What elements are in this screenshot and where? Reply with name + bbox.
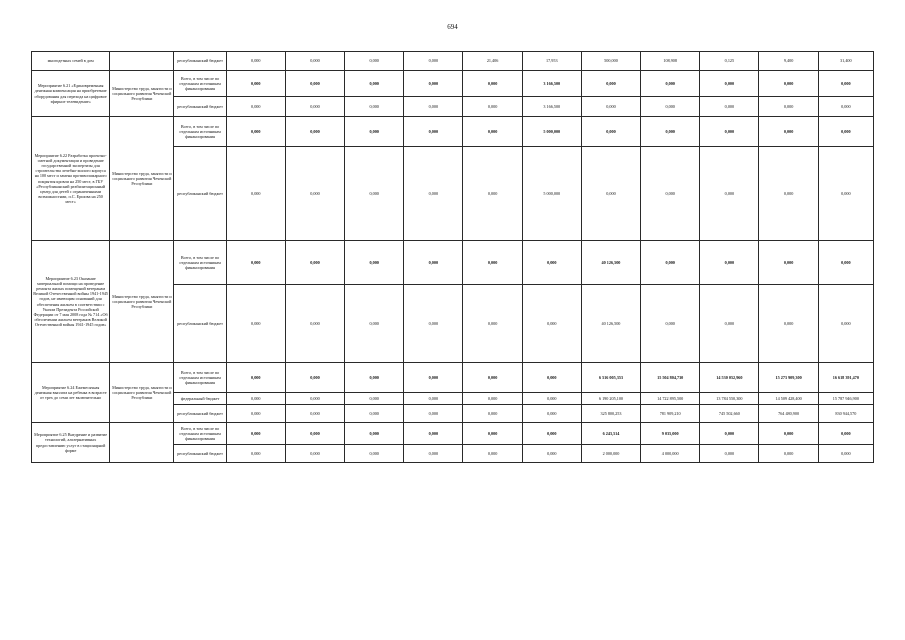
value-cell: 0,000 — [404, 52, 463, 71]
value-cell: 6 243,514 — [581, 423, 640, 445]
value-cell: 0,000 — [759, 147, 818, 241]
value-cell: 0,000 — [404, 445, 463, 463]
value-cell: 0,000 — [285, 285, 344, 363]
value-cell: 0,000 — [581, 71, 640, 97]
value-cell: 0,000 — [285, 71, 344, 97]
measure-name: Мероприятие 6.22 Разработка проектно-сметной документации и проведение государственной экспертизы для строительства лечебно-жилого корпуса на 100 мест и замена противопожарного покрытия кровли на 250 мест, в ГБУ «Республиканский реабилитационный центр для детей с ограниченными возможностями, п.С. Ершова на 250 мест» — [32, 117, 110, 241]
funding-source: республиканский бюджет — [174, 52, 226, 71]
value-cell: 16 618 391,470 — [818, 363, 873, 393]
value-cell: 0,000 — [285, 52, 344, 71]
value-cell: 0,000 — [641, 147, 700, 241]
value-cell: 9 035,000 — [641, 423, 700, 445]
measure-name: многодетных семей в дом — [32, 52, 110, 71]
value-cell: 0,000 — [581, 147, 640, 241]
value-cell: 17,953 — [522, 52, 581, 71]
value-cell: 9,400 — [759, 52, 818, 71]
value-cell: 0,000 — [226, 147, 285, 241]
value-cell: 0,000 — [345, 147, 404, 241]
value-cell: 0,000 — [463, 241, 522, 285]
value-cell: 0,000 — [226, 117, 285, 147]
value-cell: 0,000 — [285, 147, 344, 241]
value-cell: 40 126,500 — [581, 241, 640, 285]
value-cell: 0,000 — [463, 445, 522, 463]
value-cell: 0,000 — [700, 423, 759, 445]
value-cell: 0,000 — [463, 147, 522, 241]
page-cutoff — [31, 492, 874, 502]
value-cell: 0,000 — [226, 97, 285, 117]
value-cell: 0,000 — [581, 97, 640, 117]
value-cell: 6 516 005,353 — [581, 363, 640, 393]
budget-table — [31, 51, 874, 463]
value-cell: 830 944,570 — [818, 405, 873, 423]
value-cell: 0,000 — [641, 97, 700, 117]
value-cell: 0,000 — [226, 285, 285, 363]
value-cell: 6 190 205,100 — [581, 393, 640, 405]
value-cell: 21,406 — [463, 52, 522, 71]
value-cell: 0,000 — [404, 285, 463, 363]
value-cell: 14 509 428,400 — [759, 393, 818, 405]
value-cell: 0,000 — [581, 117, 640, 147]
value-cell: 745 502,660 — [700, 405, 759, 423]
value-cell: 0,000 — [404, 405, 463, 423]
value-cell: 0,000 — [285, 405, 344, 423]
page-number: 694 — [447, 23, 458, 31]
value-cell: 40 126,500 — [581, 285, 640, 363]
measure-name: Мероприятие 6.23 Оказание материальной помощи на проведение ремонта жилых помещений ветеранам Великой Отечественной войны 1941-1945 годов, не имеющим оснований для обеспечения жильем в соответствии с Указом Президента Российской Федерации от 7 мая 2008 года № 714 «Об обеспечении жильем ветеранов Великой Отечественной войны 1941-1945 годов» — [32, 241, 110, 363]
value-cell: 0,000 — [345, 71, 404, 97]
funding-source: республиканский бюджет — [174, 445, 226, 463]
funding-source: республиканский бюджет — [174, 285, 226, 363]
table-row — [32, 71, 874, 97]
value-cell: 0,000 — [226, 71, 285, 97]
value-cell: 0,000 — [759, 423, 818, 445]
funding-source: Всего, в том числе по отдельным источникам финансирования — [174, 241, 226, 285]
value-cell: 0,000 — [759, 97, 818, 117]
value-cell: 0,000 — [700, 97, 759, 117]
value-cell: 325 800,253 — [581, 405, 640, 423]
value-cell: 0,000 — [463, 285, 522, 363]
value-cell: 0,000 — [345, 423, 404, 445]
value-cell: 0,000 — [404, 241, 463, 285]
value-cell: 0,000 — [285, 423, 344, 445]
funding-source: республиканский бюджет — [174, 147, 226, 241]
value-cell: 0,000 — [345, 363, 404, 393]
value-cell: 0,000 — [759, 445, 818, 463]
value-cell: 0,000 — [404, 97, 463, 117]
value-cell: 0,000 — [463, 71, 522, 97]
value-cell: 14 530 052,960 — [700, 363, 759, 393]
funding-source: Всего, в том числе по отдельным источникам финансирования — [174, 71, 226, 97]
value-cell: 0,000 — [818, 117, 873, 147]
funding-source: республиканский бюджет — [174, 97, 226, 117]
value-cell: 0,000 — [522, 241, 581, 285]
value-cell: 0,000 — [226, 423, 285, 445]
value-cell: 15 787 946,900 — [818, 393, 873, 405]
value-cell: 108,908 — [641, 52, 700, 71]
value-cell: 0,000 — [345, 117, 404, 147]
funding-source: федеральный бюджет — [174, 393, 226, 405]
value-cell: 0,000 — [345, 405, 404, 423]
value-cell: 0,000 — [818, 241, 873, 285]
value-cell: 5 000,000 — [522, 147, 581, 241]
value-cell: 2 000,000 — [581, 445, 640, 463]
value-cell: 0,000 — [345, 393, 404, 405]
value-cell: 0,000 — [404, 393, 463, 405]
value-cell: 0,000 — [404, 147, 463, 241]
table-row — [32, 363, 874, 393]
value-cell: 0,000 — [522, 423, 581, 445]
value-cell: 0,000 — [700, 285, 759, 363]
value-cell: 31,400 — [818, 52, 873, 71]
value-cell: 0,000 — [226, 52, 285, 71]
value-cell: 0,000 — [345, 445, 404, 463]
value-cell: 0,000 — [226, 393, 285, 405]
value-cell: 0,000 — [345, 97, 404, 117]
value-cell: 0,000 — [285, 393, 344, 405]
value-cell: 0,000 — [463, 117, 522, 147]
value-cell: 0,000 — [641, 71, 700, 97]
funding-source: Всего, в том числе по отдельным источникам финансирования — [174, 117, 226, 147]
value-cell: 0,000 — [700, 445, 759, 463]
value-cell: 0,000 — [463, 97, 522, 117]
value-cell: 0,000 — [818, 97, 873, 117]
table-row — [32, 117, 874, 147]
value-cell: 0,125 — [700, 52, 759, 71]
value-cell: 0,000 — [285, 363, 344, 393]
value-cell: 0,000 — [700, 71, 759, 97]
table-row — [32, 52, 874, 71]
value-cell: 0,000 — [463, 363, 522, 393]
value-cell: 0,000 — [404, 117, 463, 147]
executor — [110, 423, 174, 463]
value-cell: 0,000 — [522, 363, 581, 393]
value-cell: 0,000 — [818, 71, 873, 97]
value-cell: 0,000 — [759, 71, 818, 97]
value-cell: 0,000 — [463, 405, 522, 423]
value-cell: 0,000 — [404, 71, 463, 97]
value-cell: 0,000 — [345, 285, 404, 363]
measure-name: Мероприятие 6.25 Внедрение и развитие технологий, альтернативных предоставлению услуг в стационарной форме — [32, 423, 110, 463]
value-cell: 0,000 — [226, 363, 285, 393]
executor: Министерство труда, занятости и социального развития Чеченской Республики — [110, 117, 174, 241]
value-cell: 0,000 — [759, 117, 818, 147]
value-cell: 764 480,900 — [759, 405, 818, 423]
value-cell: 0,000 — [345, 52, 404, 71]
value-cell: 14 722 895,500 — [641, 393, 700, 405]
value-cell: 0,000 — [463, 423, 522, 445]
value-cell: 0,000 — [818, 445, 873, 463]
value-cell: 0,000 — [285, 97, 344, 117]
value-cell: 0,000 — [522, 405, 581, 423]
table-row — [32, 241, 874, 285]
value-cell: 0,000 — [641, 285, 700, 363]
measure-name: Мероприятие 6.24 Ежемесячная денежная выплата на ребенка в возрасте от трех до семи лет включительно — [32, 363, 110, 423]
value-cell: 0,000 — [522, 393, 581, 405]
value-cell: 15 273 909,300 — [759, 363, 818, 393]
measure-name: Мероприятие 6.21 «Единовременная денежная компенсация на приобретение оборудования для перехода на цифровое эфирное телевидение» — [32, 71, 110, 117]
executor: Министерство труда, занятости и социального развития Чеченской Республики — [110, 363, 174, 423]
value-cell: 0,000 — [522, 285, 581, 363]
value-cell: 0,000 — [285, 117, 344, 147]
value-cell: 0,000 — [226, 445, 285, 463]
value-cell: 0,000 — [226, 241, 285, 285]
value-cell: 0,000 — [818, 423, 873, 445]
value-cell: 500,000 — [581, 52, 640, 71]
value-cell: 0,000 — [285, 241, 344, 285]
value-cell: 0,000 — [641, 117, 700, 147]
funding-source: Всего, в том числе по отдельным источникам финансирования — [174, 363, 226, 393]
value-cell: 0,000 — [818, 285, 873, 363]
value-cell: 0,000 — [759, 285, 818, 363]
value-cell: 5 000,000 — [522, 117, 581, 147]
value-cell: 0,000 — [818, 147, 873, 241]
value-cell: 0,000 — [641, 241, 700, 285]
value-cell: 0,000 — [463, 393, 522, 405]
value-cell: 13 784 550,300 — [700, 393, 759, 405]
value-cell: 3 166,500 — [522, 97, 581, 117]
executor — [110, 52, 174, 71]
value-cell: 0,000 — [404, 363, 463, 393]
funding-source: Всего, в том числе по отдельным источникам финансирования — [174, 423, 226, 445]
table-row — [32, 423, 874, 445]
value-cell: 0,000 — [285, 445, 344, 463]
value-cell: 0,000 — [700, 117, 759, 147]
value-cell: 0,000 — [345, 241, 404, 285]
executor: Министерство труда, занятости и социального развития Чеченской Республики — [110, 241, 174, 363]
value-cell: 0,000 — [226, 405, 285, 423]
budget-table-body — [32, 52, 874, 463]
funding-source: республиканский бюджет — [174, 405, 226, 423]
executor: Министерство труда, занятости и социального развития Чеченской Республики — [110, 71, 174, 117]
value-cell: 0,000 — [700, 147, 759, 241]
value-cell: 0,000 — [404, 423, 463, 445]
value-cell: 15 504 804,730 — [641, 363, 700, 393]
value-cell: 4 000,000 — [641, 445, 700, 463]
value-cell: 0,000 — [522, 445, 581, 463]
value-cell: 0,000 — [700, 241, 759, 285]
value-cell: 781 909,210 — [641, 405, 700, 423]
value-cell: 0,000 — [759, 241, 818, 285]
value-cell: 3 166,500 — [522, 71, 581, 97]
